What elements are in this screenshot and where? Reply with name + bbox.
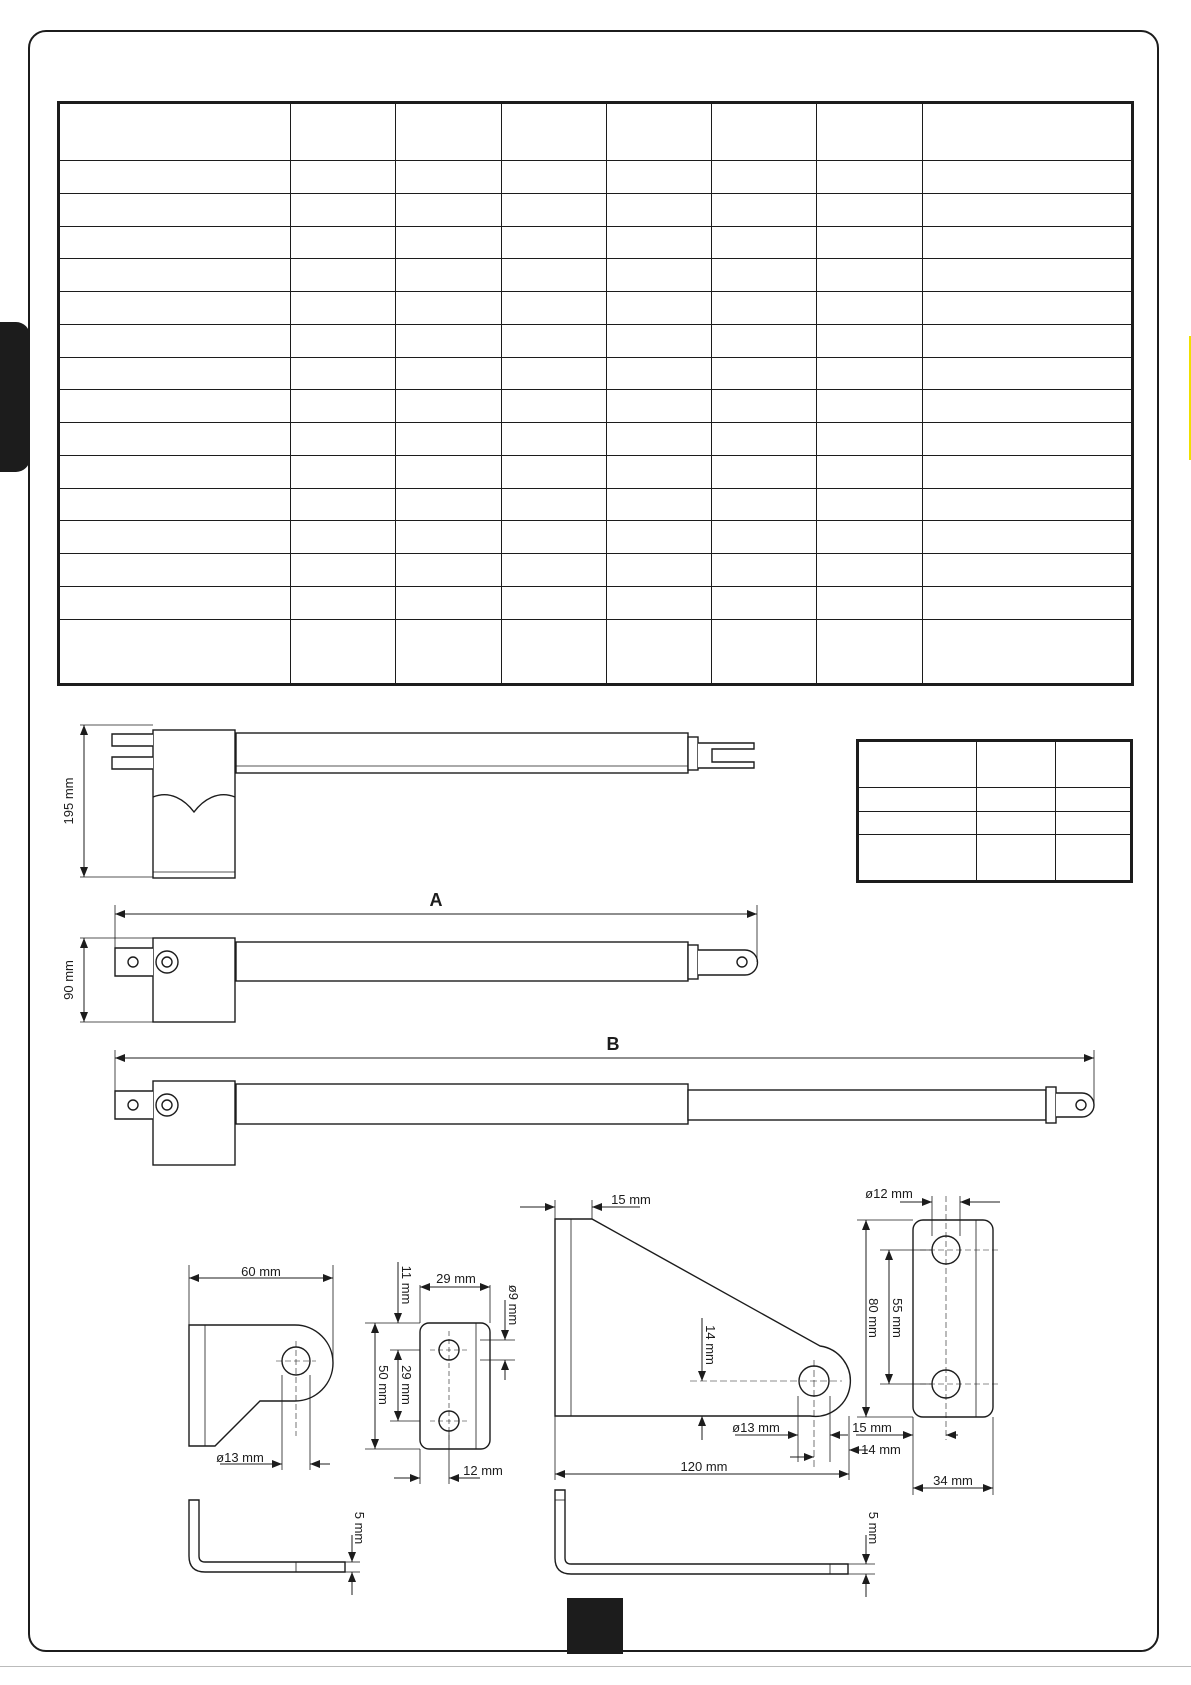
- page-number-box: [567, 1598, 623, 1654]
- actuator-width-label: 90 mm: [61, 960, 76, 1000]
- small-bracket-top: [189, 1265, 333, 1470]
- small-plate-width-label: 29 mm: [436, 1271, 476, 1286]
- large-bracket-length-label: 120 mm: [680, 1459, 728, 1474]
- small-bracket-length-label: 60 mm: [241, 1264, 281, 1279]
- extended-length-label: B: [606, 1034, 620, 1054]
- large-plate-height-label: 80 mm: [866, 1298, 881, 1338]
- small-plate-spacing-label: 29 mm: [399, 1365, 414, 1405]
- actuator-side-view-retracted: [80, 905, 758, 1022]
- small-plate-edge-label: 12 mm: [463, 1463, 503, 1478]
- small-plate-height-label: 50 mm: [376, 1365, 391, 1405]
- large-plate-width-label: 34 mm: [933, 1473, 973, 1488]
- retracted-length-label: A: [429, 890, 443, 910]
- actuator-side-view-extended: [115, 1050, 1094, 1165]
- small-bracket-thickness-label: 5 mm: [352, 1511, 367, 1545]
- small-bracket-hole-label: ø13 mm: [216, 1450, 264, 1465]
- large-bracket-hole-height-label: 14 mm: [703, 1325, 718, 1365]
- large-plate-side-label: 14 mm: [861, 1442, 901, 1457]
- small-plate-top-offset-label: 11 mm: [399, 1265, 414, 1305]
- small-plate-hole-label: ø9 mm: [506, 1284, 521, 1326]
- large-plate-hole-label: ø12 mm: [865, 1186, 913, 1201]
- large-bracket-thickness-label: 5 mm: [866, 1511, 881, 1545]
- actuator-top-view: [80, 725, 754, 878]
- small-bracket-side: [189, 1500, 360, 1595]
- large-bracket-top: [520, 1200, 868, 1480]
- actuator-height-label: 195 mm: [61, 777, 76, 825]
- large-bracket-top-label: 15 mm: [611, 1192, 651, 1207]
- large-plate-spacing-label: 55 mm: [890, 1298, 905, 1338]
- large-bracket-hole-label: ø13 mm: [732, 1420, 780, 1435]
- large-plate-edge-label: 15 mm: [852, 1420, 892, 1435]
- large-bracket-side: [555, 1490, 875, 1597]
